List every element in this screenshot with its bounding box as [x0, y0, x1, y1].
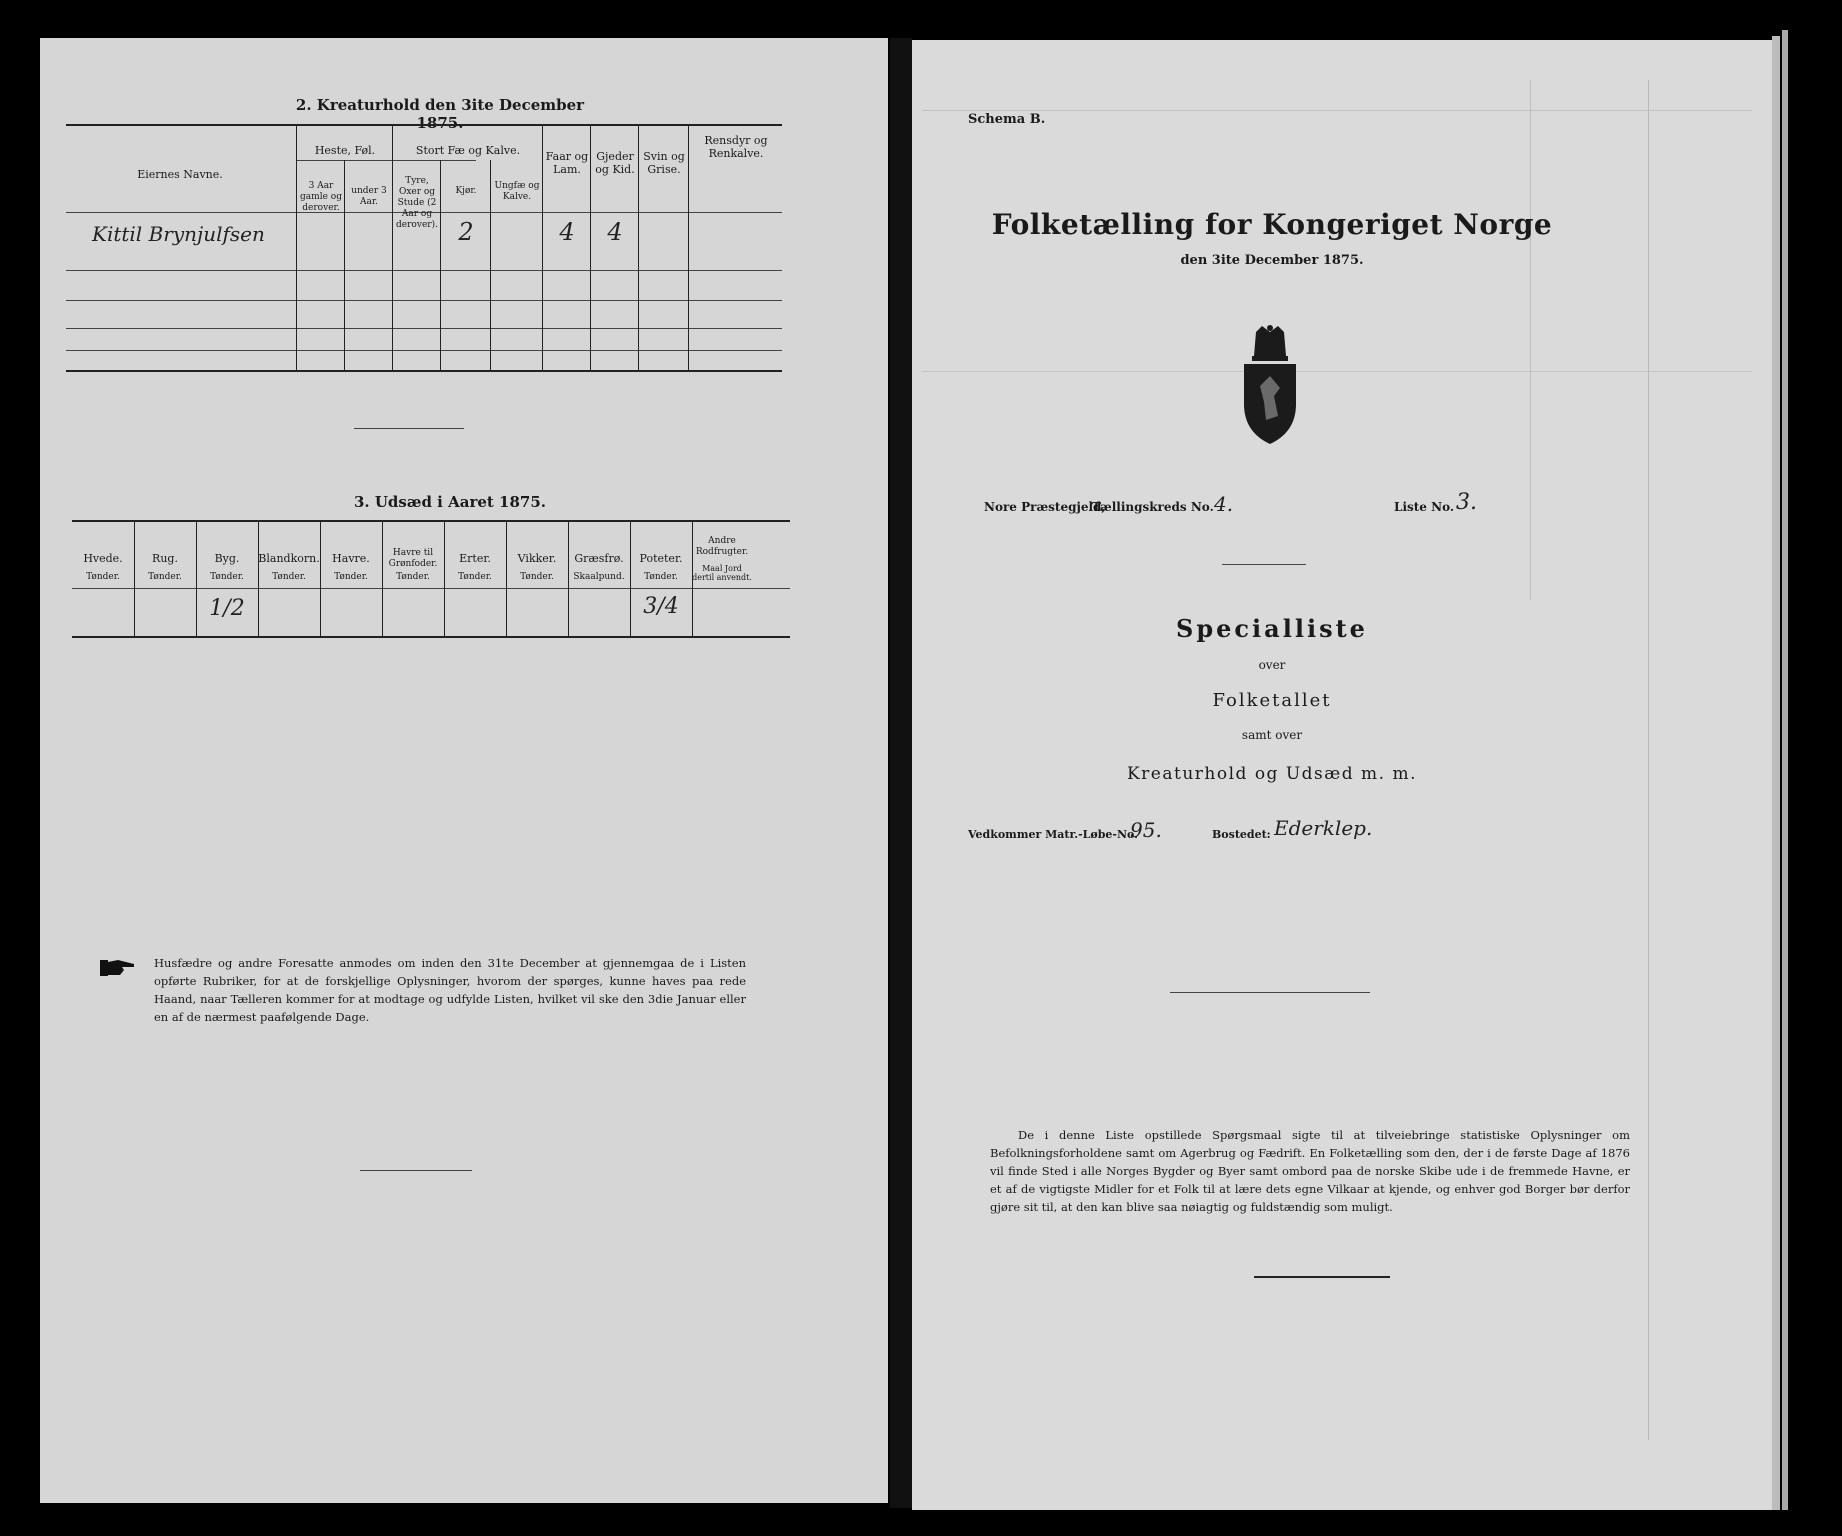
u-unit-hvede: Tønder. [86, 572, 120, 582]
gjeder-value: 4 [607, 218, 623, 246]
u-header-havre: Havre. [332, 552, 370, 565]
u-unit-vikker: Tønder. [520, 572, 554, 582]
faar-value: 4 [559, 218, 575, 246]
byg-value: 1/2 [209, 596, 245, 621]
table2-top-rule [66, 124, 782, 126]
heste-group-header: Heste, Føl. [314, 144, 376, 157]
table2-bottom-rule [66, 370, 782, 372]
kjor-value: 2 [458, 218, 474, 246]
left-page [40, 38, 888, 1503]
u-header-erter: Erter. [459, 552, 491, 565]
col-owner-header: Eiernes Navne. [137, 168, 223, 181]
prestegjeld-label: Nore Præstegjeld, [984, 500, 1106, 514]
u-unit-graesfro: Skaalpund. [573, 572, 625, 582]
u-unit-blandkorn: Tønder. [272, 572, 306, 582]
census-date: den 3ite December 1875. [1180, 253, 1364, 268]
over-text: over [1258, 658, 1286, 672]
notice-text: Husfædre og andre Foresatte anmodes om inden den 31te December at gjennemgaa de i Listen opførte Rubriker, for at de forskjellige Oplysninger, hvorom der spørges, kunne haves paa rede Haand, naar Tælleren kommer for at modtage og udfylde Listen, hvilket vil ske den 3die Januar eller en af de nærmest paafølgende Dage. [154, 956, 746, 1024]
specialliste-title: Specialliste [1176, 614, 1368, 643]
main-title: Folketælling for Kongeriget Norge [991, 208, 1553, 241]
folketallet-text: Folketallet [1212, 690, 1332, 711]
poteter-value: 3/4 [643, 594, 679, 619]
u-header-blandkorn: Blandkorn. [258, 552, 320, 565]
bottom-rule [360, 1170, 472, 1171]
samt-over-text: samt over [1241, 728, 1303, 742]
u-header-graesfro: Græsfrø. [574, 552, 624, 565]
footer-text: De i denne Liste opstillede Spørgsmaal sigte til at tilveiebringe statistiske Oplysninger om Befolkningsforholdene samt om Agerbrug og Fædrift. En Folketælling som den, der i de første Dage af 1876 vil finde Sted i alle Norges Bygder og Byer samt ombord paa de norske Skibe ude i de fremmede Havne, er et af de vigtigste Midler for et Folk til at lære dets egne Vilkaar at kjende, og enhver god Borger bør derfor gjøre sit til, at den kan blive saa nøiagtig og fuldstændig som muligt. [990, 1128, 1630, 1214]
liste-label: Liste No. [1394, 500, 1455, 514]
u-unit-erter: Tønder. [458, 572, 492, 582]
heste-a-header: 3 Aar gamle og derover. [300, 181, 342, 213]
bostedet-value: Ederklep. [1274, 816, 1373, 840]
book-binding [890, 38, 912, 1508]
schema-label: Schema B. [968, 112, 1046, 127]
heste-b-header: under 3 Aar. [351, 186, 387, 207]
stort-b-header: Kjør. [455, 186, 477, 196]
u-unit-havre: Tønder. [334, 572, 368, 582]
section3-title: 3. Udsæd i Aaret 1875. [353, 493, 547, 511]
tellingskreds-label: Tællingskreds No. [1092, 500, 1214, 514]
u-header-vikker: Vikker. [517, 552, 557, 565]
separator-rule [354, 428, 464, 429]
owner-name-cell: Kittil Brynjulfsen [92, 222, 265, 246]
u-header-andre: Andre Rodfrugter. [695, 536, 749, 557]
gjeder-header: Gjeder og Kid. [595, 150, 635, 176]
stort-a-header: Tyre, Oxer og Stude (2 Aar og derover). [396, 176, 438, 230]
stort-group-header: Stort Fæ og Kalve. [415, 144, 521, 157]
u-unit-andre: Maal Jord dertil anvendt. [692, 564, 752, 582]
u-header-hvede: Hvede. [83, 552, 123, 565]
matr-label: Vedkommer Matr.-Løbe-No. [968, 828, 1138, 841]
u-header-rug: Rug. [152, 552, 178, 565]
u-unit-havre-gronfoder: Tønder. [396, 572, 430, 582]
table3-top-rule [72, 520, 790, 522]
u-header-byg: Byg. [214, 552, 240, 565]
faar-header: Faar og Lam. [545, 150, 589, 176]
right-page [912, 40, 1772, 1510]
u-unit-rug: Tønder. [148, 572, 182, 582]
svin-header: Svin og Grise. [643, 150, 685, 176]
bostedet-label: Bostedet: [1212, 828, 1271, 841]
tellingskreds-value: 4. [1214, 492, 1234, 516]
stort-c-header: Ungfæ og Kalve. [494, 181, 540, 202]
pointing-hand-icon [100, 956, 136, 978]
matr-value: 95. [1130, 818, 1162, 842]
u-unit-poteter: Tønder. [644, 572, 678, 582]
section2-title: 2. Kreaturhold den 3ite December 1875. [295, 96, 585, 132]
rensdyr-header: Rensdyr og Renkalve. [704, 134, 768, 160]
coat-of-arms-icon [1238, 324, 1302, 446]
u-header-poteter: Poteter. [639, 552, 683, 565]
table3-bottom-rule [72, 636, 790, 638]
liste-value: 3. [1456, 490, 1477, 515]
u-header-havre-gronfoder: Havre til Grønfoder. [388, 548, 438, 569]
kreaturhold-text: Kreaturhold og Udsæd m. m. [1126, 764, 1417, 784]
u-unit-byg: Tønder. [210, 572, 244, 582]
